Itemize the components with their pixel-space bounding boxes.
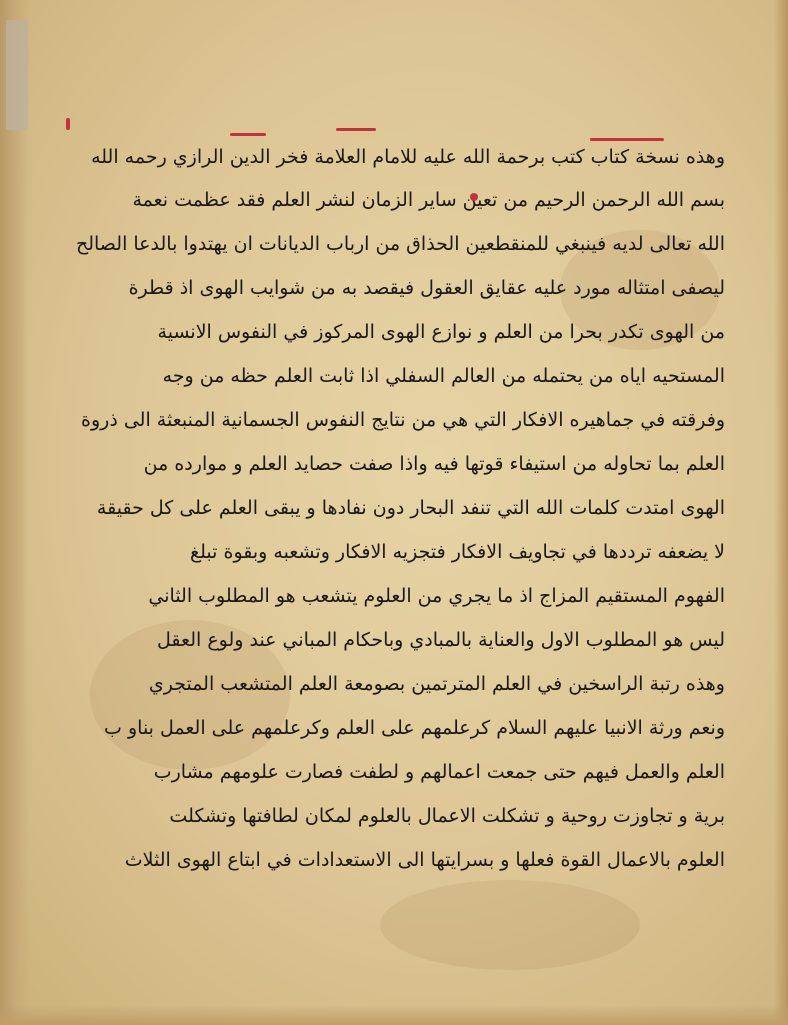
binding-tab [6, 20, 28, 130]
page-edge-right [774, 0, 788, 1025]
text-line: برية و تجاوزت روحية و تشكلت الاعمال بالعلوم لمكان لطافتها وتشكلت [169, 805, 725, 827]
text-line: المستحيه اياه من يحتمله من العالم السفلي اذا ثابت العلم حظه من وجه [162, 365, 725, 387]
text-line: لا يضعفه ترددها في تجاويف الافكار فتجزيه الافكار وتشعبه وبقوة تبلغ [190, 541, 725, 563]
text-line: ليصفى امتثاله مورد عليه عقايق العقول فيقصد به من شوايب الهوى اذ قطرة [128, 277, 725, 299]
text-line: الهوى امتدت كلمات الله التي تنفد البحار دون نفادها و يبقى العلم على كل حقيقة [96, 497, 725, 519]
text-line: العلم بما تحاوله من استيفاء قوتها فيه واذا صفت حصايد العلم و موارده من [143, 453, 725, 475]
text-line: العلوم بالاعمال القوة فعلها و بسرايتها الى الاستعدادات في ابتاع الهوى الثلاث [124, 849, 725, 871]
text-line: وفرقته في جماهيره الافكار التي هي من نتايج النفوس الجسمانية المنبعثة الى ذروة [81, 409, 725, 431]
text-line: ليس هو المطلوب الاول والعناية بالمبادي وباحكام المباني عند ولوع العقل [157, 629, 725, 651]
text-line: الفهوم المستقيم المزاج اذ ما يجري من العلوم يتشعب هو المطلوب الثاني [148, 585, 725, 607]
text-line: وهذه نسخة كتاب كتب برحمة الله عليه للامام العلامة فخر الدين الرازي رحمه الله [91, 146, 725, 168]
text-line: بسم الله الرحمن الرحيم من تعين ساير الزمان لنشر العلم فقد عظمت نعمة [132, 189, 725, 211]
manuscript-text [20, 128, 725, 882]
text-line: العلم والعمل فيهم حتى جمعت اعمالهم و لطفت فصارت علومهم مشارب [153, 761, 725, 783]
text-line: من الهوى تكدر بحرا من العلم و نوازع الهوى المركوز في النفوس الانسية [157, 321, 725, 343]
page-edge-bottom [0, 1005, 788, 1025]
paper-stain [380, 880, 640, 970]
text-line: وهذه رتبة الراسخين في العلم المترتمين بصومعة العلم المتشعب المتجري [148, 673, 725, 695]
text-line: الله تعالى لديه فينبغي للمنقطعين الحذاق من ارباب الديانات ان يهتدوا بالدعا الصالح [75, 233, 725, 255]
text-line: ونعم ورثة الانبيا عليهم السلام كرعلمهم على العلم وكرعلمهم على العمل بناو ب [104, 717, 725, 739]
